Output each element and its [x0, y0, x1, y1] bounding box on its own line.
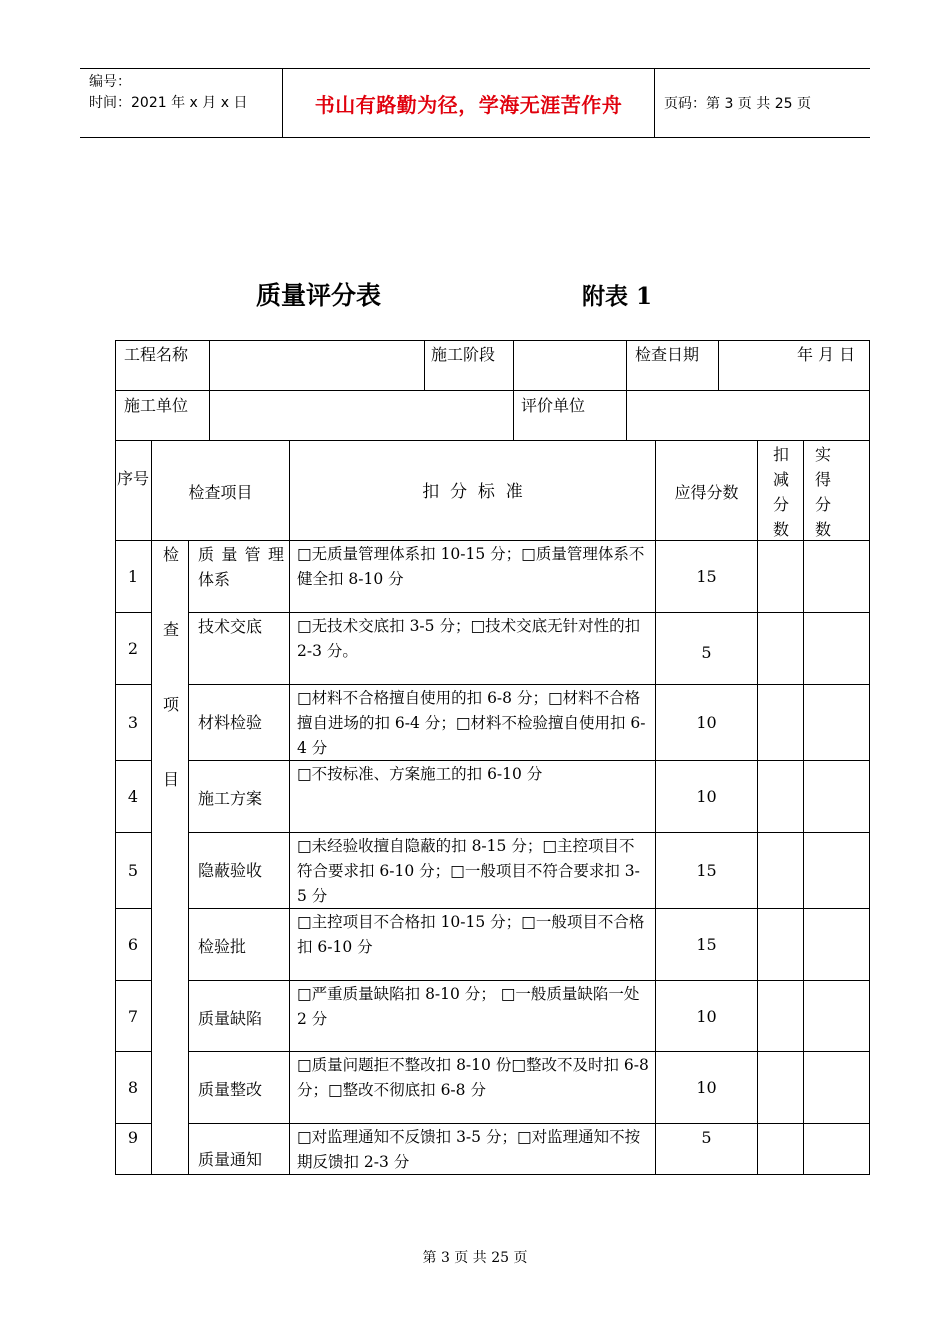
header-divider	[654, 69, 655, 137]
row-criteria: □不按标准、方案施工的扣 6-10 分	[297, 765, 543, 783]
header-deduct: 扣减分数	[772, 445, 789, 539]
group-label: 检 查 项 目	[162, 545, 179, 789]
row-full-score: 10	[696, 1006, 717, 1026]
col-divider	[513, 390, 514, 441]
header-no: 序号	[117, 469, 150, 488]
row-actual-cell[interactable]	[804, 981, 869, 1051]
row-number: 2	[127, 639, 139, 658]
row-number: 5	[127, 861, 139, 880]
page-footer: 第 3 页 共 25 页	[422, 1250, 528, 1266]
row-criteria: □未经验收擅自隐蔽的扣 8-15 分；□主控项目不符合要求扣 6-10 分；□一般项目不符合要求扣 3-5 分	[297, 837, 640, 905]
row-item: 材料检验	[198, 713, 263, 732]
row-actual-cell[interactable]	[804, 613, 869, 684]
table-border	[869, 340, 870, 1175]
row-deduct-cell[interactable]	[758, 981, 803, 1051]
check-date-value: 年 月 日	[797, 345, 856, 364]
page-header	[80, 68, 870, 138]
row-item: 质量通知	[198, 1150, 263, 1169]
table-border	[115, 340, 116, 1175]
header-full-score: 应得分数	[674, 483, 739, 502]
check-date-label: 检查日期	[635, 345, 700, 364]
header-actual: 实得分数	[814, 445, 831, 539]
quality-score-table	[115, 340, 870, 1175]
col-divider	[188, 540, 189, 1175]
row-full-score: 15	[696, 935, 717, 954]
row-deduct-cell[interactable]	[758, 1052, 803, 1123]
row-item: 施工方案	[198, 789, 263, 808]
row-item: 质量缺陷	[198, 1008, 263, 1028]
row-actual-cell[interactable]	[804, 541, 869, 612]
row-number: 4	[127, 787, 139, 806]
annex-label: 附表 1	[582, 283, 653, 310]
row-divider	[115, 612, 152, 613]
header-item: 检查项目	[188, 483, 253, 502]
row-divider	[115, 832, 152, 833]
header-criteria: 扣 分 标 准	[422, 482, 523, 502]
row-criteria: □无技术交底扣 3-5 分；□技术交底无针对性的扣 2-3 分。	[297, 617, 641, 660]
row-actual-cell[interactable]	[804, 685, 869, 760]
row-deduct-cell[interactable]	[758, 761, 803, 832]
row-criteria: □严重质量缺陷扣 8-10 分； □一般质量缺陷一处 2 分	[297, 985, 640, 1028]
col-divider	[626, 340, 627, 391]
row-deduct-cell[interactable]	[758, 613, 803, 684]
header-meta	[89, 72, 247, 114]
row-divider	[115, 760, 152, 761]
row-criteria: □质量问题拒不整改扣 8-10 份□整改不及时扣 6-8 分；□整改不彻底扣 6-8 分	[297, 1056, 649, 1099]
row-full-score: 15	[696, 861, 717, 880]
row-deduct-cell[interactable]	[758, 833, 803, 908]
row-item: 技术交底	[198, 617, 263, 636]
row-full-score: 10	[696, 713, 717, 732]
row-actual-cell[interactable]	[804, 1052, 869, 1123]
time-label: 时间：2021 年 x 月 x 日	[89, 95, 248, 111]
row-criteria: □主控项目不合格扣 10-15 分；□一般项目不合格扣 6-10 分	[297, 913, 645, 956]
col-divider	[289, 440, 290, 1175]
row-divider	[115, 390, 870, 391]
col-divider	[513, 340, 514, 391]
row-criteria: □对监理通知不反馈扣 3-5 分；□对监理通知不按期反馈扣 2-3 分	[297, 1128, 641, 1171]
col-divider	[626, 390, 627, 441]
row-item: 隐蔽验收	[198, 861, 263, 880]
row-item: 质 量 管 理 体系	[198, 545, 284, 589]
row-actual-cell[interactable]	[804, 1124, 869, 1174]
row-number: 3	[127, 713, 139, 732]
row-deduct-cell[interactable]	[758, 685, 803, 760]
col-divider	[424, 340, 425, 391]
row-number: 9	[127, 1128, 139, 1147]
header-page-info: 页码：第 3 页 共 25 页	[664, 96, 811, 112]
row-actual-cell[interactable]	[804, 833, 869, 908]
row-full-score: 15	[696, 567, 717, 586]
serial-label: 编号：	[89, 74, 131, 90]
row-divider	[115, 1051, 152, 1052]
project-name-label: 工程名称	[124, 345, 189, 364]
evaluator-label: 评价单位	[521, 396, 586, 415]
row-number: 7	[127, 1006, 139, 1026]
col-divider	[209, 340, 210, 441]
col-divider	[151, 440, 152, 1175]
row-number: 6	[127, 935, 139, 954]
row-divider	[115, 908, 152, 909]
row-full-score: 5	[701, 643, 712, 662]
row-divider	[115, 1123, 152, 1124]
row-actual-cell[interactable]	[804, 761, 869, 832]
row-item: 检验批	[198, 937, 247, 956]
stage-label: 施工阶段	[431, 345, 496, 364]
document-title: 质量评分表	[256, 281, 382, 310]
row-deduct-cell[interactable]	[758, 1124, 803, 1174]
row-deduct-cell[interactable]	[758, 541, 803, 612]
row-number: 8	[127, 1078, 139, 1097]
row-full-score: 10	[696, 1078, 717, 1097]
row-item: 质量整改	[198, 1080, 263, 1099]
row-full-score: 5	[701, 1128, 712, 1147]
contractor-label: 施工单位	[124, 396, 189, 415]
row-divider	[115, 684, 152, 685]
row-criteria: □无质量管理体系扣 10-15 分；□质量管理体系不健全扣 8-10 分	[297, 545, 645, 588]
table-border	[115, 340, 870, 341]
row-actual-cell[interactable]	[804, 909, 869, 980]
col-divider	[718, 340, 719, 391]
row-divider	[115, 980, 152, 981]
row-deduct-cell[interactable]	[758, 909, 803, 980]
row-full-score: 10	[696, 787, 717, 806]
header-motto: 书山有路勤为径，学海无涯苦作舟	[314, 93, 623, 117]
row-criteria: □材料不合格擅自使用的扣 6-8 分；□材料不合格擅自进场的扣 6-4 分；□材料不检验擅自使用扣 6-4 分	[297, 689, 646, 757]
row-number: 1	[127, 567, 139, 586]
